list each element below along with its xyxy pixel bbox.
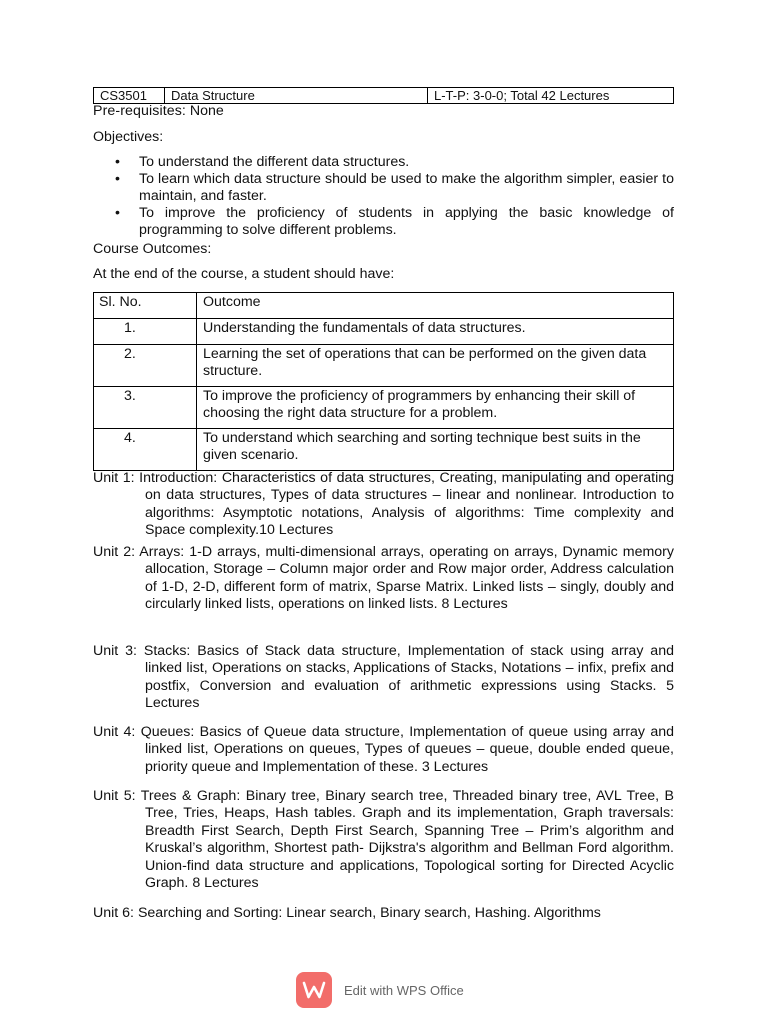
unit-prefix: Unit 6: [93,905,138,921]
course-title: Data Structure [165,88,428,104]
unit-prefix: Unit 3: [93,643,144,659]
course-code: CS3501 [94,88,165,104]
col-outcome: Outcome [197,293,674,319]
wps-logo-icon [296,972,332,1008]
unit-5 [93,788,674,892]
unit-body: 1-D arrays, multi-dimensional arrays, operating on arrays, Dynamic memory allocation, Storage – Column major order and Row major order, Address calculation of 1-D, 2-D, different form of matrix, Sparse Matrix. Linked lists – singly, doubly and circularly linked lists, operations on linked lists. [145,544,674,613]
unit-title: Searching and Sorting: [137,905,283,921]
unit-body: Binary tree, Binary search tree, Threaded binary tree, AVL Tree, B Tree, Tries, Heaps, Hash tables. Graph and its implementation, Graph traversals: Breadth First Search, Depth First Search, Spanning Tree – Prim’s algorithm and Kruskal’s algorithm, Shortest path- Dijkstra's algorithm and Bellman Ford algorithm. Union-find data structure and applications, Topological sorting for Directed Acyclic Graph. [145,788,674,892]
unit-prefix: Unit 2: [93,544,140,560]
outcome-text: To improve the proficiency of programmers by enhancing their skill of choosing the right data structure for a problem. [197,387,674,429]
objectives-heading: Objectives: [93,129,164,145]
unit-2 [93,544,674,614]
unit-body: Linear search, Binary search, Hashing. Algorithms [282,905,601,921]
objective-item: • To understand the different data structures. [93,154,674,171]
unit-prefix: Unit 4: [93,724,141,740]
unit-6 [93,905,674,922]
outcome-row [94,345,674,387]
outcome-number: 2. [124,346,136,362]
unit-lectures: 5 Lectures [145,677,674,712]
outcomes-intro: At the end of the course, a student should have: [93,266,395,282]
objective-item: • To improve the proficiency of students in applying the basic knowledge of programming to solve different problems. [93,205,674,239]
unit-prefix: Unit 5: [93,788,141,804]
unit-body: Basics of Stack data structure, Implementation of stack using array and linked list, Operations on stacks, Applications of Stacks, Notations – infix, prefix and postfix, Conversion and evaluation of arithmetic expressions using Stacks. [145,643,674,694]
prereq-value: None [185,103,224,119]
outcome-text: Learning the set of operations that can be performed on the given data structure. [197,345,674,387]
unit-title: Stacks: [143,643,191,659]
outcome-number: 1. [124,320,136,336]
unit-title: Introduction: [139,470,218,486]
prereq-label: Pre-requisites: [93,103,186,119]
unit-3 [93,643,674,713]
outcome-text: Understanding the fundamentals of data structures. [197,319,674,345]
unit-title: Trees & Graph: [140,788,241,804]
col-sl-no: Sl. No. [94,293,197,319]
unit-lectures: 8 Lectures [192,875,259,892]
outcome-number: 4. [124,430,136,446]
wps-watermark-text: Edit with WPS Office [344,982,464,998]
outcomes-table [93,292,674,471]
unit-prefix: Unit 1: [93,470,140,486]
outcome-row [94,319,674,345]
wps-watermark[interactable] [296,972,486,1008]
outcomes-header-row [94,293,674,319]
unit-4 [93,724,674,776]
unit-lectures: 10 Lectures [259,522,334,539]
outcome-text: To understand which searching and sorting technique best suits in the given scenario. [197,429,674,471]
unit-title: Queues: [140,724,195,740]
unit-lectures: 8 Lectures [441,596,508,613]
prerequisites [93,103,674,120]
unit-lectures: 3 Lectures [421,758,489,775]
unit-1 [93,470,674,540]
unit-body: Characteristics of data structures, Creating, manipulating and operating on data structures, Types of data structures – linear and nonlinear. Introduction to algorithms: Asymptotic notations, Analysis of algorithms: Time complexity and Space complexity. [145,470,675,539]
unit-body: Basics of Queue data structure, Implementation of queue using array and linked list, Operations on queues, Types of queues – queue, double ended queue, priority queue and Implementation of these. [145,724,674,775]
unit-title: Arrays: [139,544,185,560]
objectives-list [93,154,674,239]
course-header-table [93,87,674,104]
course-outcomes-heading: Course Outcomes: [93,241,212,257]
outcome-number: 3. [124,388,136,404]
outcome-row [94,429,674,471]
course-ltp: L-T-P: 3-0-0; Total 42 Lectures [428,88,674,104]
outcome-row [94,387,674,429]
objective-item: • To learn which data structure should be used to make the algorithm simpler, easier to maintain, and faster. [93,171,674,205]
